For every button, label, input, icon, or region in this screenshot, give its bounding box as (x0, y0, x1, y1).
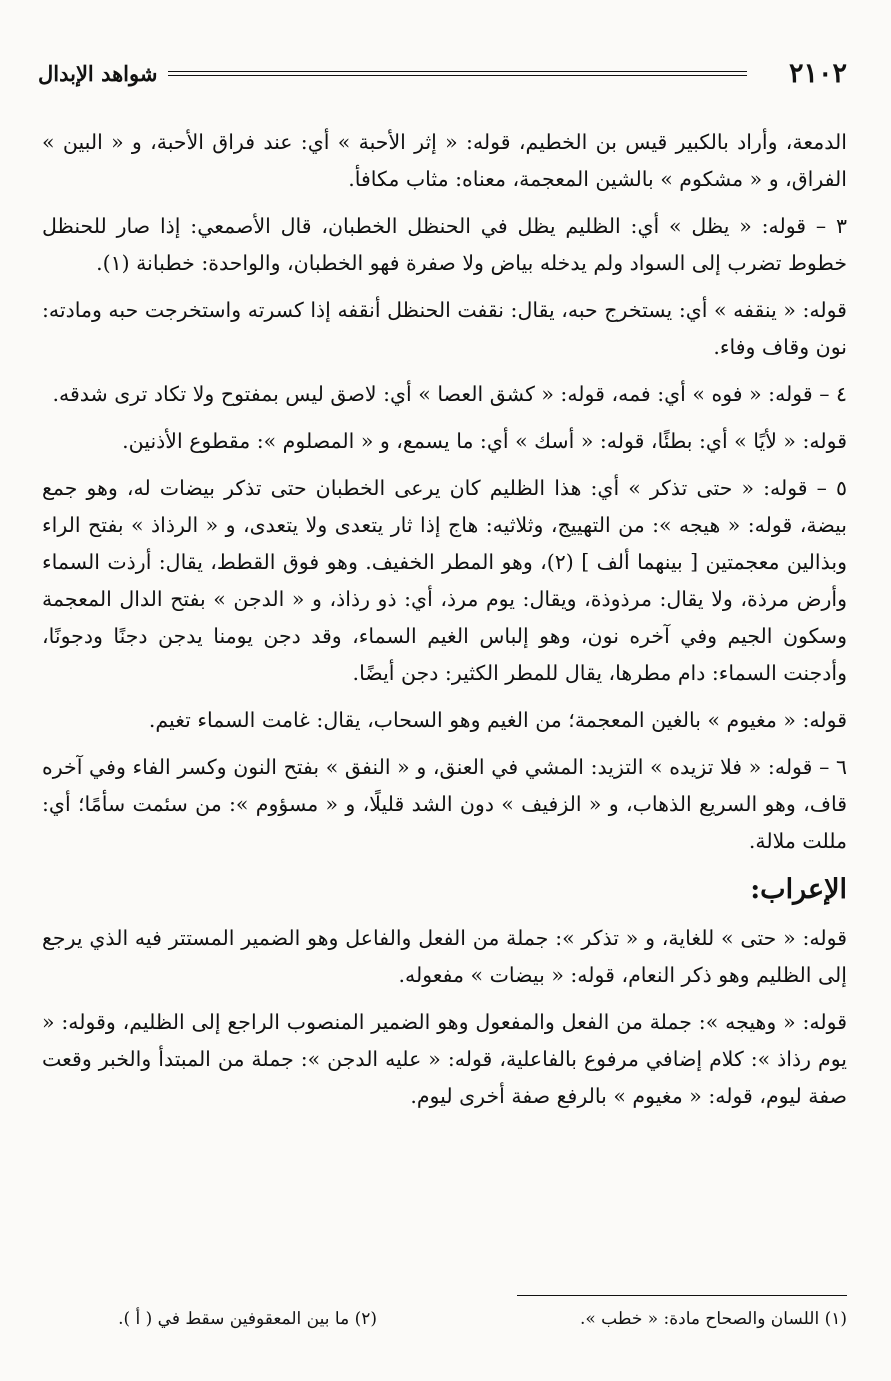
page-number: ٢١٠٢ (788, 58, 847, 89)
paragraph-3: قوله: « ينقفه » أي: يستخرج حبه، يقال: نقفت الحنظل أنقفه إذا كسرته واستخرجت حبه ومادته: نون وقاف وفاء. (42, 298, 847, 359)
paragraph-2: ٣ – قوله: « يظل » أي: الظليم يظل في الحنظل الخطبان، قال الأصمعي: إذا صار للحنظل خطوط تضرب إلى السواد ولم يدخله بياض ولا صفرة فهو الخطبان، والواحدة: خطبانة (١). (42, 214, 847, 275)
footnote-2: (٢) ما بين المعقوفين سقط في ( أ ). (118, 1309, 377, 1329)
paragraph-8: ٦ – قوله: « فلا تزيده » التزيد: المشي في العنق، و « النفق » بفتح النون وكسر الفاء وفي آخره قاف، وهو السريع الذهاب، و « الزفيف » دون الشد قليلًا، و « مسؤوم »: من سئمت سأمًا؛ أي: مللت ملالة. (42, 755, 847, 853)
running-header (38, 58, 847, 90)
footnote-1: (١) اللسان والصحاح مادة: « خطب ». (579, 1309, 847, 1329)
paragraph-5: قوله: « لأيًا » أي: بطئًا، قوله: « أسك » أي: ما يسمع، و « المصلوم »: مقطوع الأذنين. (122, 429, 847, 453)
irab-paragraph-1: قوله: « حتى » للغاية، و « تذكر »: جملة من الفعل والفاعل وهو الضمير المستتر فيه الذي يرجع إلى الظليم وهو ذكر النعام، قوله: « بيضات » مفعوله. (42, 926, 847, 987)
irab-paragraph-2: قوله: « وهيجه »: جملة من الفعل والمفعول وهو الضمير المنصوب الراجع إلى الظليم، وقوله: « يوم رذاذ »: كلام إضافي مرفوع بالفاعلية، قوله: « عليه الدجن »: جملة من المبتدأ والخبر وقعت صفة ليوم، قوله: « مغيوم » بالرفع صفة أخرى ليوم. (42, 1010, 847, 1108)
header-double-rule (168, 71, 747, 76)
footnote-separator (517, 1295, 847, 1296)
main-text (42, 124, 847, 1125)
paragraph-7: قوله: « مغيوم » بالغين المعجمة؛ من الغيم وهو السحاب، يقال: غامت السماء تغيم. (148, 708, 847, 732)
paragraph-1: الدمعة، وأراد بالكبير قيس بن الخطيم، قوله: « إثر الأحبة » أي: عند فراق الأحبة، و « البين » الفراق، و « مشكوم » بالشين المعجمة، معناه: مثاب مكافأ. (42, 130, 847, 191)
paragraph-6: ٥ – قوله: « حتى تذكر » أي: هذا الظليم كان يرعى الخطبان حتى تذكر بيضات له، وهو جمع بيضة، قوله: « هيجه »: من التهييج، وثلاثيه: هاج إذا ثار يتعدى ولا يتعدى، و « الرذاذ » بفتح الراء وبذالين معجمتين [ بينهما ألف ] (٢)، وهو المطر الخفيف. وهو فوق القطط، يقال: أرذت السماء وأرض مرذة، ولا يقال: مرذوذة، ويقال: يوم مرذ، أي: ذو رذاذ، و « الدجن » بفتح الدال المعجمة وسكون الجيم وفي آخره نون، وهو إلباس الغيم السماء، وقد دجن يومنا يدجن دجنًا ودجونًا، وأدجنت السماء: دام مطرها، يقال للمطر الكثير: دجن أيضًا. (42, 476, 847, 685)
paragraph-4: ٤ – قوله: « فوه » أي: فمه، قوله: « كشق العصا » أي: لاصق ليس بمفتوح ولا تكاد ترى شدقه. (52, 382, 847, 406)
section-heading-irab: الإعراب: (750, 874, 847, 905)
running-title: شواهد الإبدال (38, 61, 158, 86)
